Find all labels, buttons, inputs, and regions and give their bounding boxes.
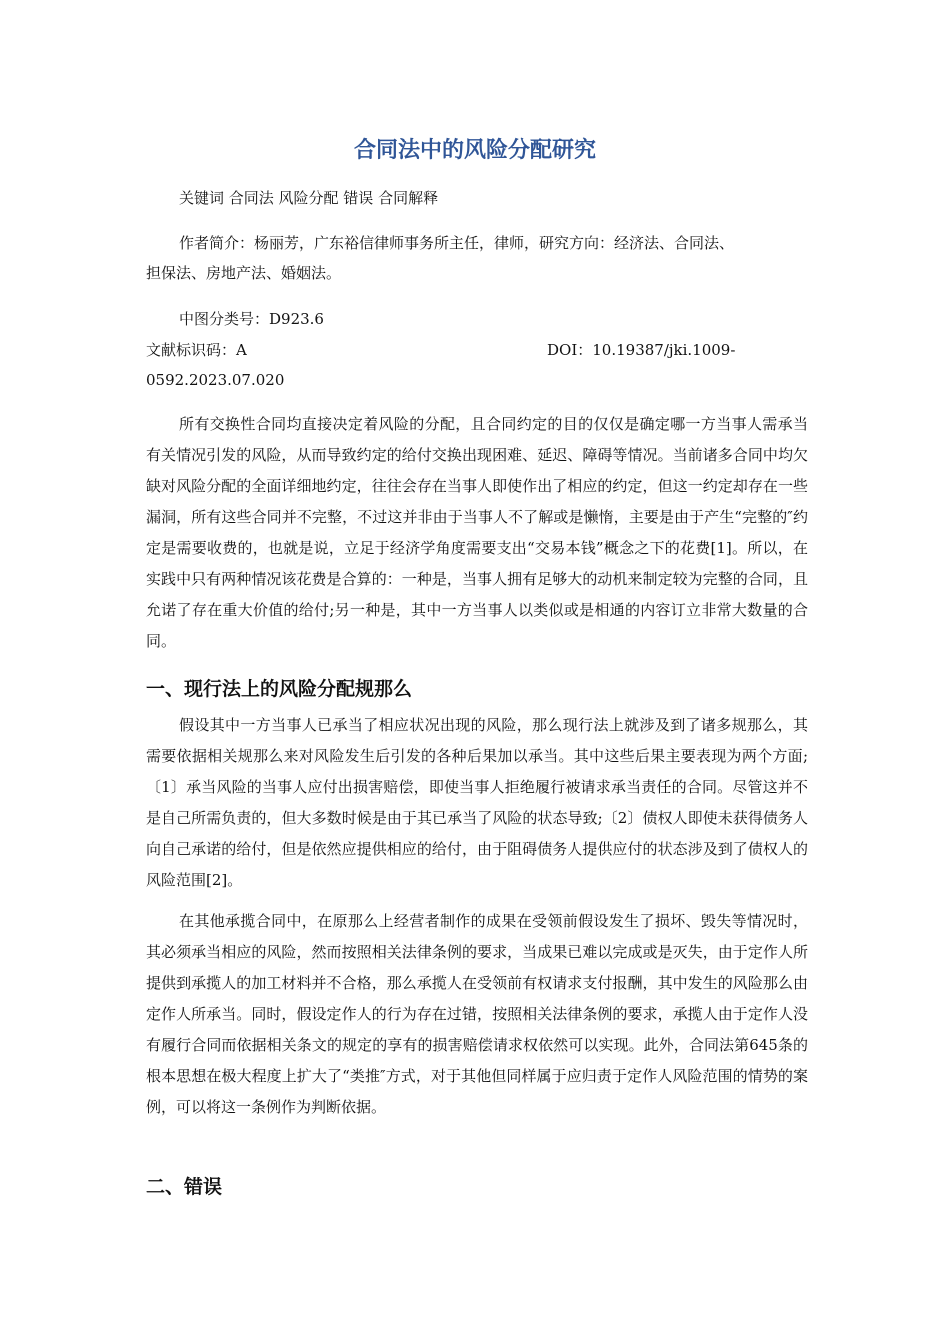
paragraph-2: 假设其中一方当事人已承当了相应状况出现的风险，那么现行法上就涉及到了诸多规那么，其需要依据相关规那么来对风险发生后引发的各种后果加以承当。其中这些后果主要表现为两个方面;〔1〕承当风险的当事人应付出损害赔偿，即使当事人拒绝履行被请求承当责任的合同。尽管这并不是自己所需负责的，但大多数时候是由于其已承当了风险的状态导致;〔2〕债权人即使未获得债务人向自己承诺的给付，但是依然应提供相应的给付，由于阻碍债务人提供应付的状态涉及到了债权人的风险范围[2]。 xyxy=(146,716,808,889)
paragraph-1: 所有交换性合同均直接决定着风险的分配，且合同约定的目的仅仅是确定哪一方当事人需承当有关情况引发的风险，从而导致约定的给付交换出现困难、延迟、障碍等情况。当前诸多合同中均欠缺对风险分配的全面详细地约定，往往会存在当事人即使作出了相应的约定，但这一约定却存在一些漏洞，所有这些合同并不完整，不过这并非由于当事人不了解或是懒惰，主要是由于产生“完整的″约定是需要收费的，也就是说，立足于经济学角度需要支出“交易本钱”概念之下的花费[1]。所以，在实践中只有两种情况该花费是合算的：一种是，当事人拥有足够大的动机来制定较为完整的合同，且允诺了存在重大价值的给付;另一种是，其中一方当事人以类似或是相通的内容订立非常大数量的合同。 xyxy=(146,415,808,650)
keywords: 关键词 合同法 风险分配 错误 合同解释 xyxy=(179,189,439,207)
section-heading-2: 二、错误 xyxy=(146,1176,223,1198)
clc-number: 中图分类号：D923.6 xyxy=(179,310,324,328)
doi-part-2: 0592.2023.07.020 xyxy=(146,371,285,389)
document-title: 合同法中的风险分配研究 xyxy=(353,138,596,163)
doi-part-1: DOI：10.19387/jki.1009- xyxy=(547,341,736,359)
author-intro-line-2: 担保法、房地产法、婚姻法。 xyxy=(146,264,342,282)
paragraph-3: 在其他承揽合同中，在原那么上经营者制作的成果在受领前假设发生了损坏、毁失等情况时，其必须承当相应的风险，然而按照相关法律条例的要求，当成果已难以完成或是灭失，由于定作人所提供到承揽人的加工材料并不合格，那么承揽人在受领前有权请求支付报酬，其中发生的风险那么由定作人所承当。同时，假设定作人的行为存在过错，按照相关法律条例的要求，承揽人由于定作人没有履行合同而依据相关条文的规定的享有的损害赔偿请求权依然可以实现。此外，合同法第645条的根本思想在极大程度上扩大了“类推″方式，对于其他但同样属于应归责于定作人风险范围的情势的案例，可以将这一条例作为判断依据。 xyxy=(146,912,808,1116)
document-code: 文献标识码：A xyxy=(146,341,247,359)
section-heading-1: 一、现行法上的风险分配规那么 xyxy=(146,678,413,700)
author-intro-line-1: 作者简介：杨丽芳，广东裕信律师事务所主任，律师，研究方向：经济法、合同法、 xyxy=(179,234,735,252)
